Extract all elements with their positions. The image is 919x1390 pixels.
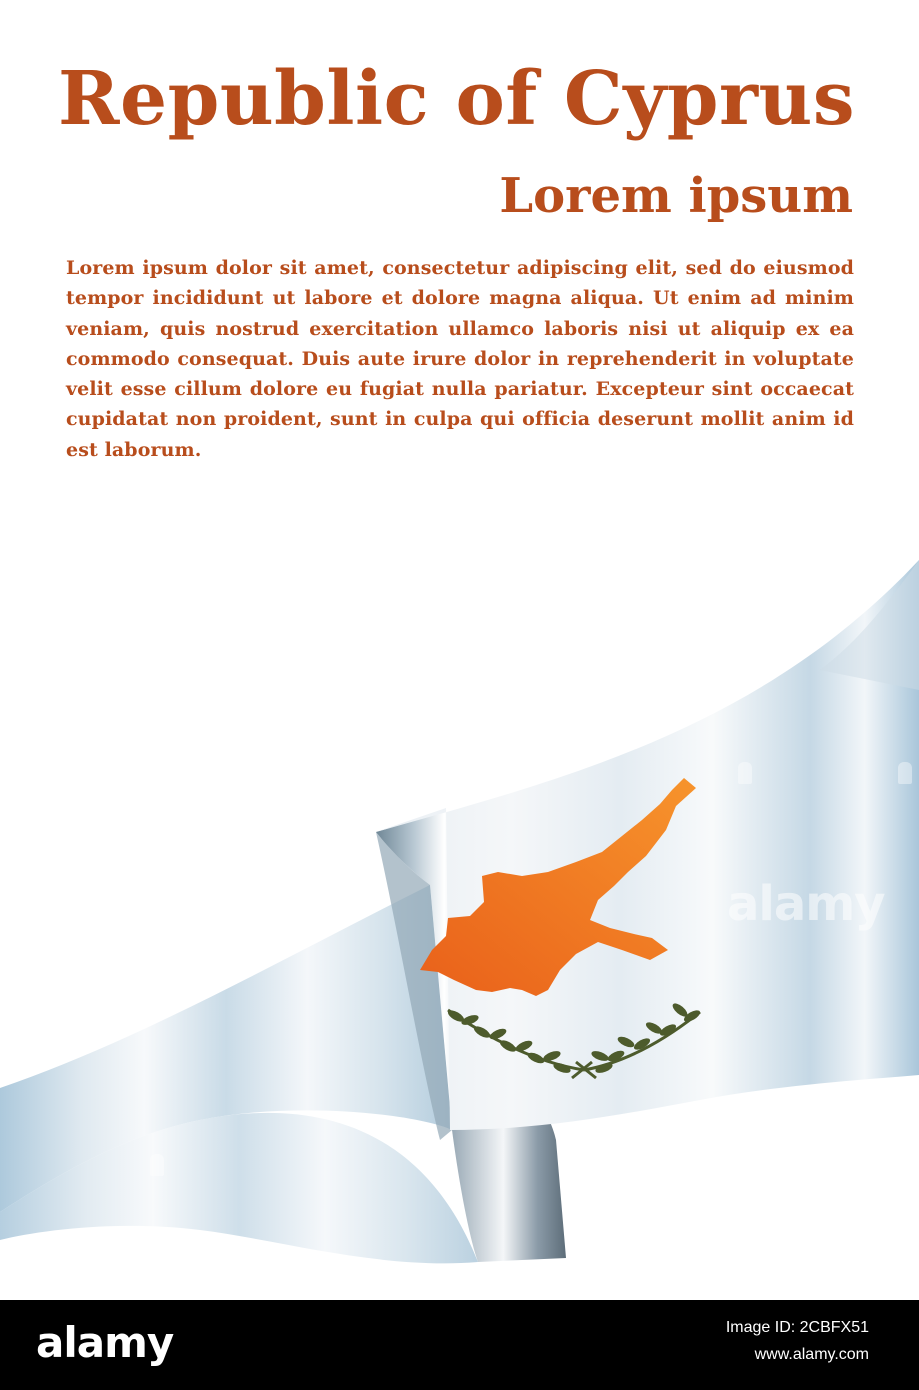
poster-title: Republic of Cyprus: [58, 56, 855, 142]
watermark-text: alamy: [727, 876, 885, 932]
watermark-mark: [150, 1154, 164, 1176]
footer-url[interactable]: www.alamy.com: [754, 1346, 869, 1363]
watermark-mark: [898, 762, 912, 784]
watermark-mark: [308, 664, 322, 686]
footer-logo[interactable]: alamy: [36, 1318, 174, 1367]
watermark-mark: [738, 762, 752, 784]
image-id: Image ID: 2CBFX51: [725, 1319, 869, 1336]
footer-bar: [0, 1300, 919, 1390]
watermark-mark: [604, 1154, 618, 1176]
poster-subtitle: Lorem ipsum: [499, 168, 853, 224]
poster-body-text: Lorem ipsum dolor sit amet, consectetur adipiscing elit, sed do eiusmod tempor incididunt ut labore et dolore magna aliqua. Ut enim ad minim veniam, quis nostrud exercitation ullamco laboris nisi ut aliquip ex ea commodo consequat. Duis aute irure dolor in reprehenderit in voluptate velit esse cillum dolore eu fugiat nulla pariatur. Excepteur sint occaecat cupidatat non proident, sunt in culpa qui officia deserunt mollit anim id est laborum.: [66, 257, 854, 461]
